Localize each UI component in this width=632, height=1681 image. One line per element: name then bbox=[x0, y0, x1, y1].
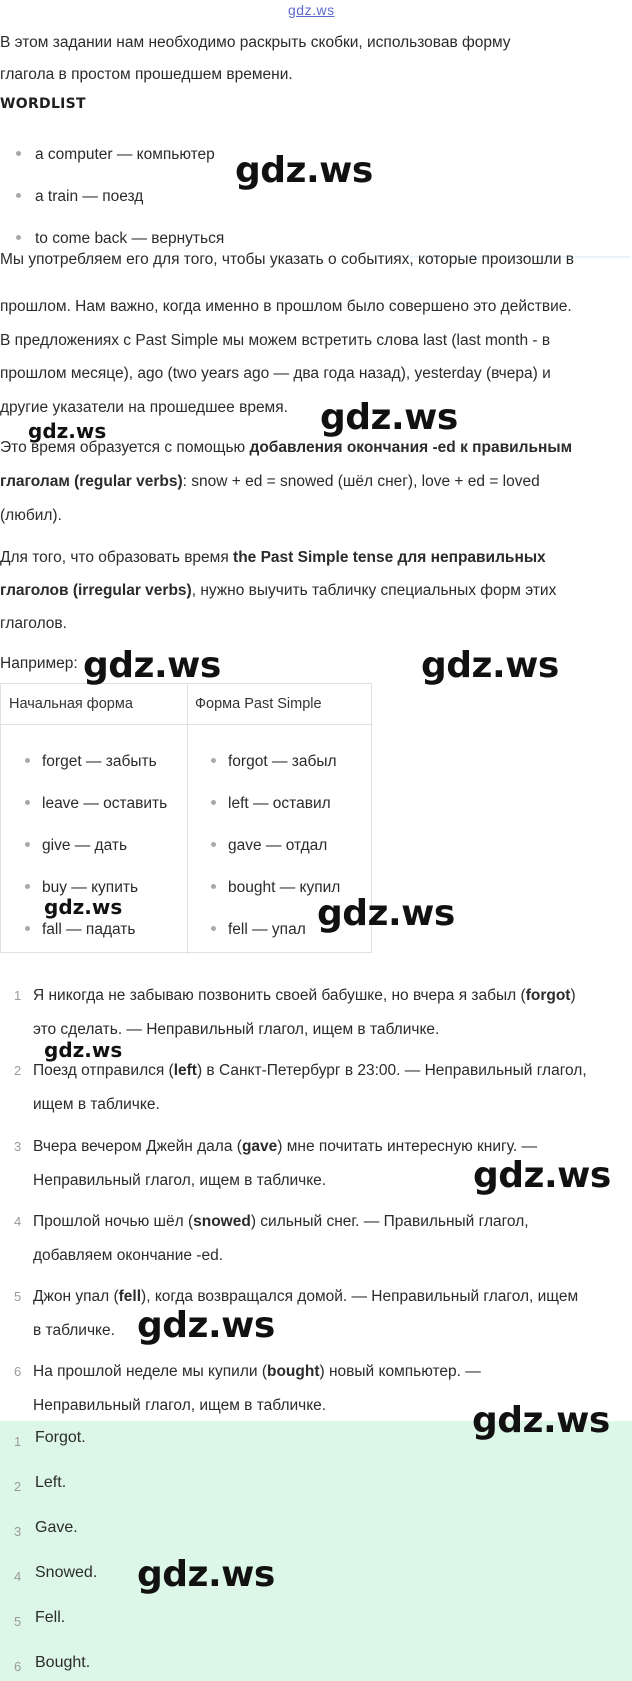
table-cell-base: buy — купить bbox=[1, 879, 138, 897]
watermark: gdz.ws bbox=[28, 419, 107, 443]
watermark: gdz.ws bbox=[137, 1554, 275, 1595]
bullet-icon bbox=[211, 884, 216, 889]
watermark: gdz.ws bbox=[83, 645, 221, 686]
para1-line: другие указатели на прошедшее время. bbox=[0, 399, 288, 416]
cut-text-line: Мы употребляем его для того, чтобы указать о событиях, которые произошли в bbox=[0, 251, 575, 268]
example-label: Например: bbox=[0, 655, 78, 672]
list-item: a computer — компьютер bbox=[0, 146, 215, 164]
para1-line: прошлом. Нам важно, когда именно в прошлом было совершено это действие. bbox=[0, 298, 572, 315]
watermark: gdz.ws bbox=[235, 150, 373, 191]
bullet-icon bbox=[25, 758, 30, 763]
intro-line-1: В этом задании нам необходимо раскрыть скобки, использовав форму bbox=[0, 34, 511, 51]
answers-block: 1 Forgot. 2 Left. 3 Gave. 4 Snowed. 5 Fell. 6 Bought. bbox=[0, 1421, 632, 1681]
table-cell-base: give — дать bbox=[1, 837, 127, 855]
watermark: gdz.ws bbox=[473, 1155, 611, 1196]
table-cell-past: bought — купил bbox=[187, 879, 340, 897]
bullet-icon bbox=[211, 842, 216, 847]
intro-line-2: глагола в простом прошедшем времени. bbox=[0, 66, 293, 83]
list-item: a train — поезд bbox=[0, 188, 143, 206]
table-divider bbox=[187, 684, 188, 954]
bullet-icon bbox=[211, 800, 216, 805]
para3-line-3: глаголов. bbox=[0, 615, 67, 632]
bullet-icon bbox=[16, 151, 21, 156]
para1-line: В предложениях с Past Simple мы можем встретить слова last (last month - в bbox=[0, 332, 551, 349]
table-header-past: Форма Past Simple bbox=[195, 696, 322, 712]
bullet-icon bbox=[25, 926, 30, 931]
site-link[interactable]: gdz.ws bbox=[288, 2, 335, 18]
watermark: gdz.ws bbox=[317, 893, 455, 934]
bullet-icon bbox=[25, 800, 30, 805]
para2-line-1: Это время образуется с помощью добавления окончания -ed к правильным bbox=[0, 439, 573, 456]
watermark: gdz.ws bbox=[472, 1400, 610, 1441]
table-cell-base: forget — забыть bbox=[1, 753, 157, 771]
watermark: gdz.ws bbox=[137, 1305, 275, 1346]
para1-line: прошлом месяце), ago (two years ago — два года назад), yesterday (вчера) и bbox=[0, 365, 551, 382]
bullet-icon bbox=[211, 926, 216, 931]
watermark: gdz.ws bbox=[44, 895, 123, 919]
para2-line-2: глаголам (regular verbs): snow + ed = snowed (шёл снег), love + ed = loved bbox=[0, 473, 540, 490]
list-item: to come back — вернуться bbox=[0, 230, 224, 248]
table-cell-past: left — оставил bbox=[187, 795, 331, 813]
bullet-icon bbox=[211, 758, 216, 763]
table-cell-past: fell — упал bbox=[187, 921, 306, 939]
bullet-icon bbox=[25, 842, 30, 847]
table-header-base: Начальная форма bbox=[9, 696, 133, 712]
table-cell-base: leave — оставить bbox=[1, 795, 167, 813]
para3-line-2: глаголов (irregular verbs), нужно выучить табличку специальных форм этих bbox=[0, 582, 557, 599]
table-cell-base: fall — падать bbox=[1, 921, 135, 939]
para2-line-3: (любил). bbox=[0, 507, 62, 524]
watermark: gdz.ws bbox=[421, 645, 559, 686]
bullet-icon bbox=[16, 193, 21, 198]
watermark: gdz.ws bbox=[320, 397, 458, 438]
table-cell-past: gave — отдал bbox=[187, 837, 327, 855]
bullet-icon bbox=[25, 884, 30, 889]
bullet-icon bbox=[16, 235, 21, 240]
wordlist-heading: WORDLIST bbox=[0, 96, 86, 112]
para3-line-1: Для того, что образовать время the Past Simple tense для неправильных bbox=[0, 549, 546, 566]
watermark: gdz.ws bbox=[44, 1038, 123, 1062]
table-cell-past: forgot — забыл bbox=[187, 753, 337, 771]
